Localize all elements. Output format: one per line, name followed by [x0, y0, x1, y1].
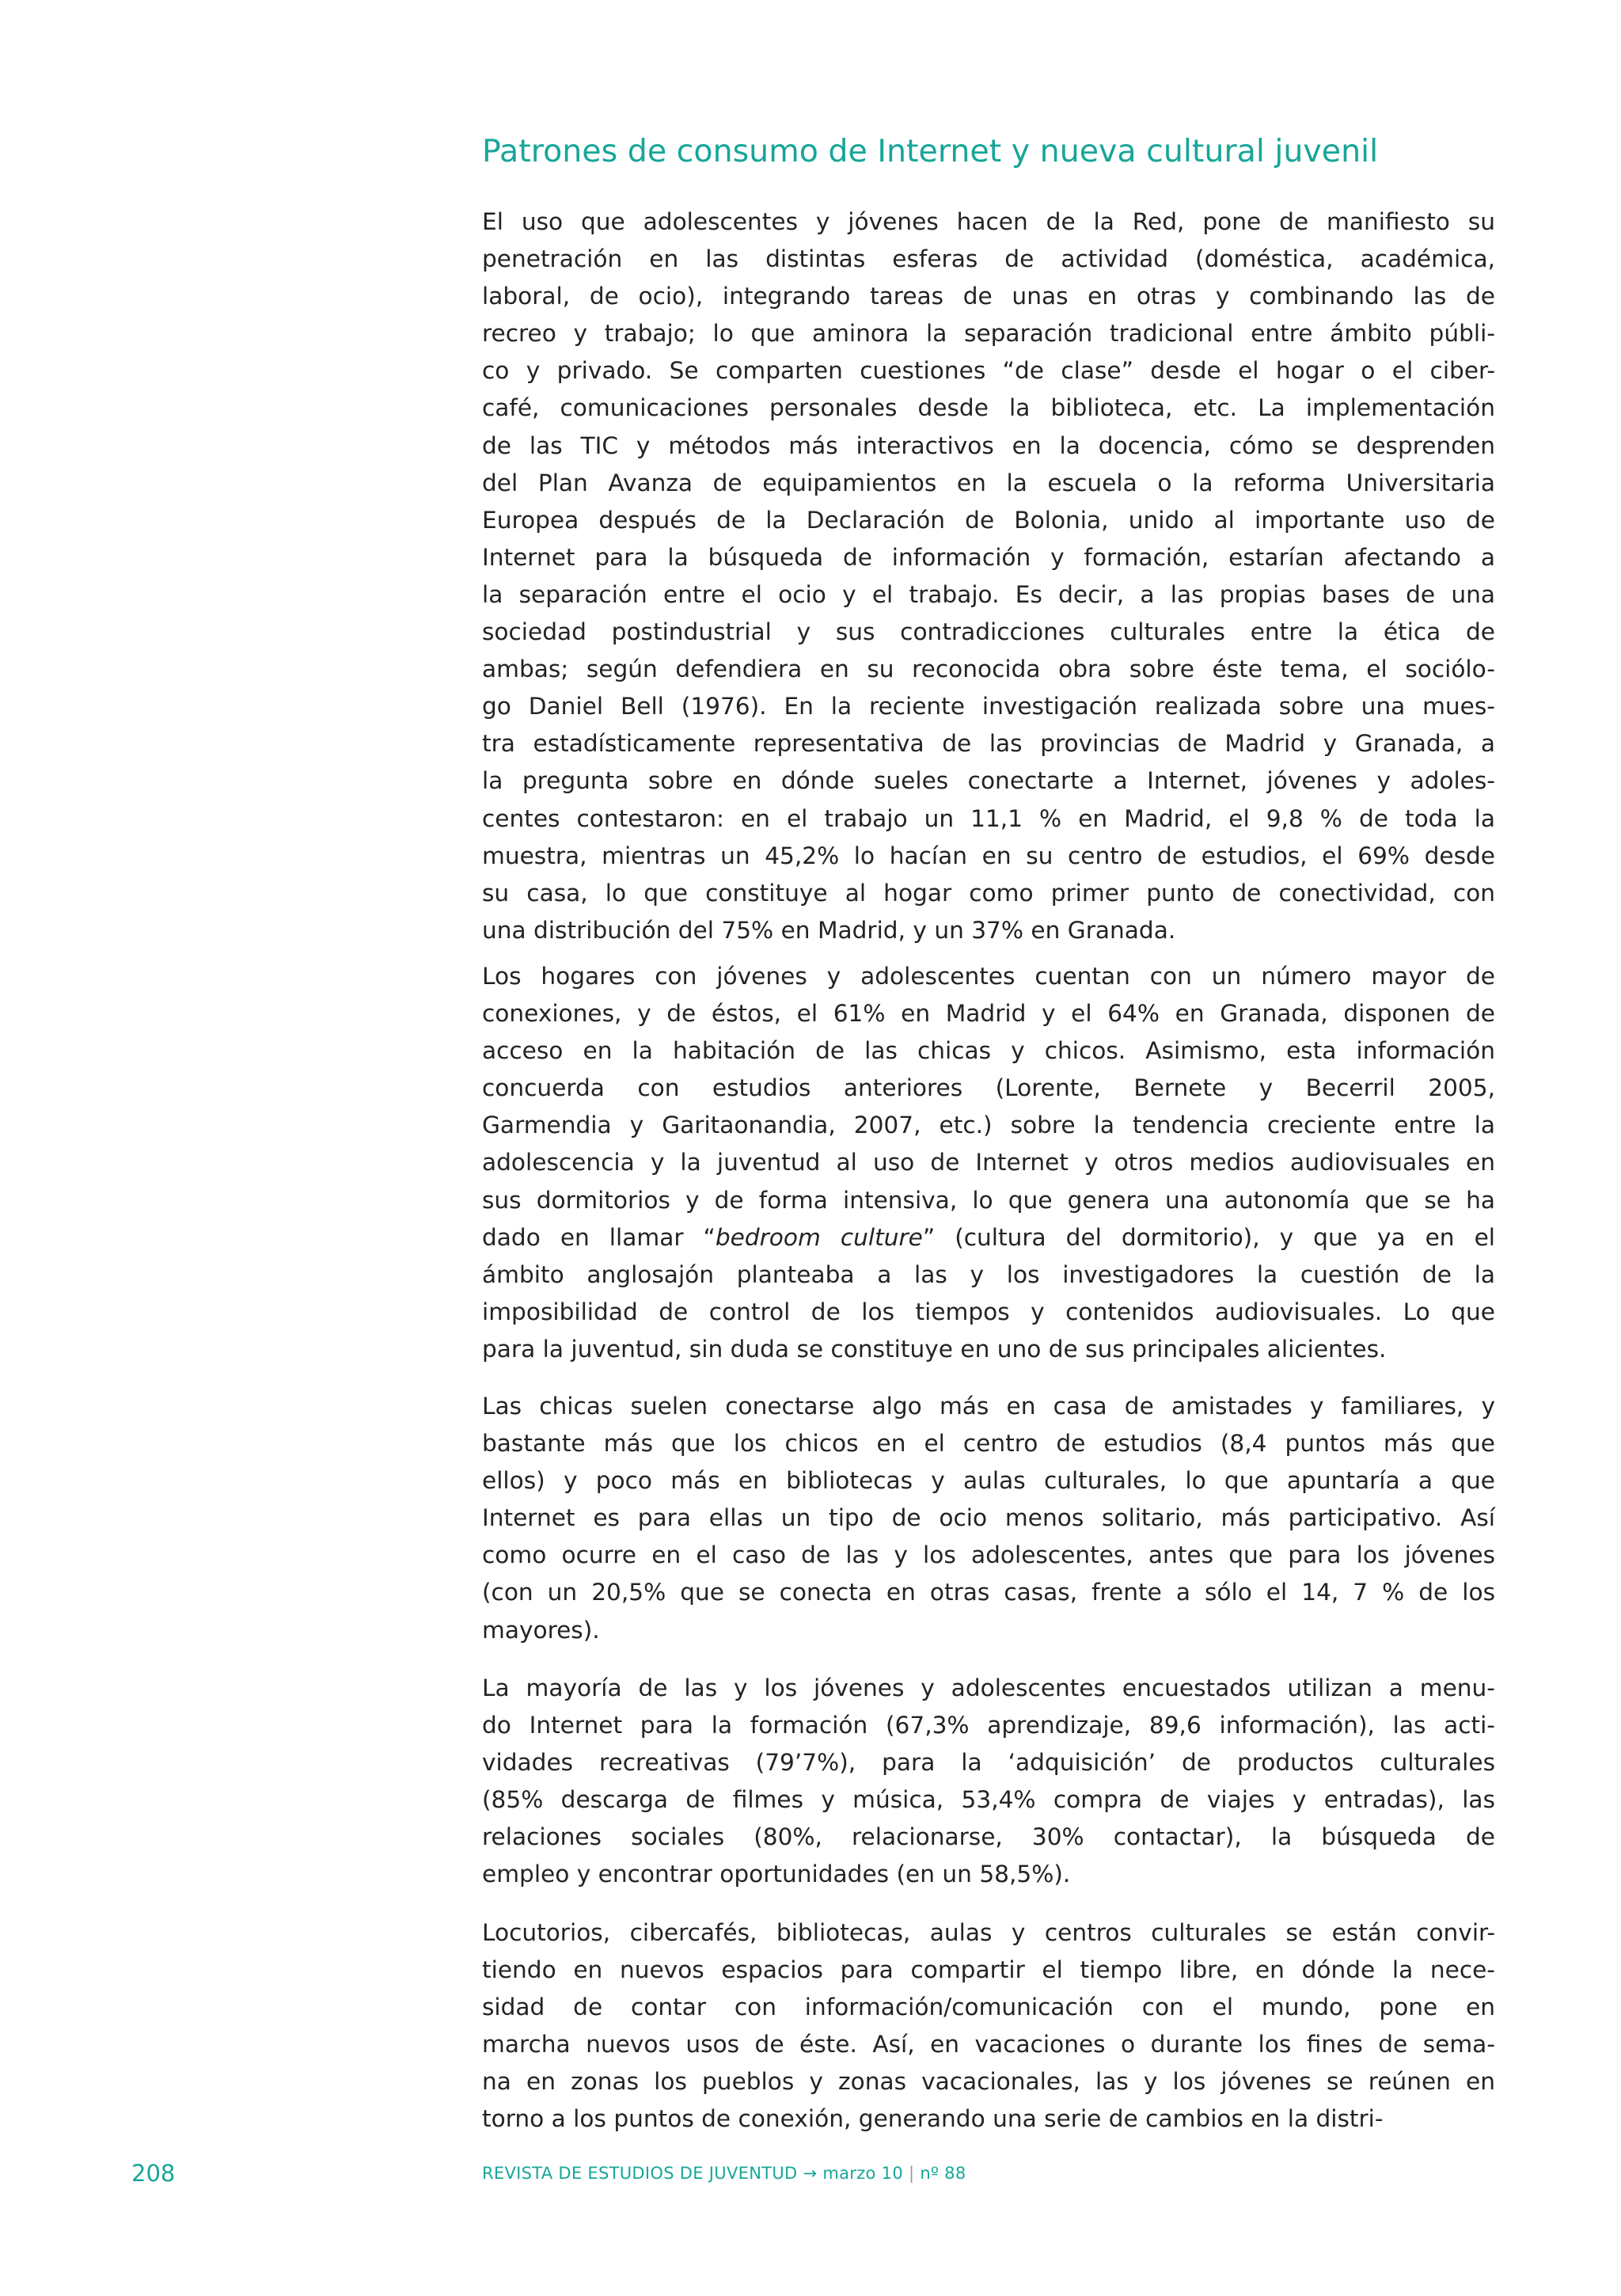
- paragraph-4: [482, 1670, 1495, 1894]
- journal-footer: [482, 2153, 966, 2193]
- text-line: marcha nuevos usos de éste. Así, en vacaciones o durante los fines de sema-: [482, 2031, 1495, 2058]
- text-line: como ocurre en el caso de las y los adolescentes, antes que para los jóvenes: [482, 1541, 1495, 1569]
- section-heading: Patrones de consumo de Internet y nueva cultural juvenil: [482, 133, 1379, 169]
- text-line: do Internet para la formación (67,3% aprendizaje, 89,6 información), las acti-: [482, 1712, 1495, 1739]
- text-line: Internet es para ellas un tipo de ocio menos solitario, más participativo. Así: [482, 1504, 1495, 1532]
- text-line: recreo y trabajo; lo que aminora la separación tradicional entre ámbito públi-: [482, 320, 1495, 348]
- footer-separator: |: [909, 2164, 915, 2183]
- text-line: del Plan Avanza de equipamientos en la escuela o la reforma Universitaria: [482, 469, 1495, 496]
- text-line: (con un 20,5% que se conecta en otras casas, frente a sólo el 14, 7 % de los: [482, 1579, 1495, 1606]
- text-line: torno a los puntos de conexión, generando una serie de cambios en la distri-: [482, 2105, 1384, 2133]
- text-line: Las chicas suelen conectarse algo más en casa de amistades y familiares, y: [482, 1393, 1495, 1420]
- paragraph-3: [482, 1388, 1495, 1649]
- text-line: co y privado. Se comparten cuestiones “de clase” desde el hogar o el ciber-: [482, 357, 1495, 385]
- text-line: ellos) y poco más en bibliotecas y aulas culturales, lo que apuntaría a que: [482, 1467, 1495, 1495]
- text-line: Locutorios, cibercafés, bibliotecas, aulas y centros culturales se están convir-: [482, 1919, 1495, 1946]
- text-line: ámbito anglosajón planteaba a las y los investigadores la cuestión de la: [482, 1260, 1495, 1288]
- text-line: dado en llamar “bedroom culture” (cultura del dormitorio), y que ya en el: [482, 1223, 1495, 1251]
- text-line: La mayoría de las y los jóvenes y adolescentes encuestados utilizan a menu-: [482, 1674, 1495, 1701]
- text-line: Europea después de la Declaración de Bolonia, unido al importante uso de: [482, 506, 1495, 534]
- text-line: adolescencia y la juventud al uso de Internet y otros medios audiovisuales en: [482, 1149, 1495, 1177]
- text-line: tra estadísticamente representativa de las provincias de Madrid y Granada, a: [482, 730, 1495, 758]
- text-line: concuerda con estudios anteriores (Lorente, Bernete y Becerril 2005,: [482, 1074, 1495, 1102]
- text-line: (85% descarga de filmes y música, 53,4% compra de viajes y entradas), las: [482, 1786, 1495, 1814]
- text-line: para la juventud, sin duda se constituye en uno de sus principales alicientes.: [482, 1335, 1387, 1363]
- text-line: una distribución del 75% en Madrid, y un 37% en Granada.: [482, 916, 1176, 944]
- text-line: penetración en las distintas esferas de actividad (doméstica, académica,: [482, 245, 1495, 273]
- text-line: tiendo en nuevos espacios para compartir el tiempo libre, en dónde la nece-: [482, 1956, 1495, 1984]
- text-line: bastante más que los chicos en el centro de estudios (8,4 puntos más que: [482, 1430, 1495, 1458]
- paragraph-5: [482, 1914, 1495, 2138]
- text-line: muestra, mientras un 45,2% lo hacían en su centro de estudios, el 69% desde: [482, 842, 1495, 869]
- text-line: conexiones, y de éstos, el 61% en Madrid y el 64% en Granada, disponen de: [482, 1000, 1495, 1028]
- text-line: de las TIC y métodos más interactivos en la docencia, cómo se desprenden: [482, 431, 1495, 459]
- text-line: mayores).: [482, 1616, 600, 1644]
- text-line: imposibilidad de control de los tiempos y contenidos audiovisuales. Lo que: [482, 1298, 1495, 1325]
- text-line: El uso que adolescentes y jóvenes hacen de la Red, pone de manifiesto su: [482, 208, 1495, 235]
- text-line: Internet para la búsqueda de información y formación, estarían afectando a: [482, 543, 1495, 571]
- text-line: café, comunicaciones personales desde la biblioteca, etc. La implementación: [482, 394, 1495, 422]
- text-line: la pregunta sobre en dónde sueles conectarte a Internet, jóvenes y adoles-: [482, 767, 1495, 795]
- text-line: sidad de contar con información/comunicación con el mundo, pone en: [482, 1994, 1495, 2021]
- text-line: vidades recreativas (79’7%), para la ‘adquisición’ de productos culturales: [482, 1749, 1495, 1777]
- text-line: centes contestaron: en el trabajo un 11,1 % en Madrid, el 9,8 % de toda la: [482, 804, 1495, 832]
- text-line: empleo y encontrar oportunidades (en un 58,5%).: [482, 1861, 1071, 1888]
- text-line: la separación entre el ocio y el trabajo. Es decir, a las propias bases de una: [482, 580, 1495, 608]
- page-number: 208: [131, 2160, 176, 2187]
- paragraph-1: [482, 203, 1495, 949]
- text-line: go Daniel Bell (1976). En la reciente investigación realizada sobre una mues-: [482, 693, 1495, 720]
- journal-title: REVISTA DE ESTUDIOS DE JUVENTUD: [482, 2164, 798, 2183]
- text-line: relaciones sociales (80%, relacionarse, 30% contactar), la búsqueda de: [482, 1823, 1495, 1851]
- text-line: su casa, lo que constituye al hogar como primer punto de conectividad, con: [482, 879, 1495, 907]
- text-line: ambas; según defendiera en su reconocida obra sobre éste tema, el sociólo-: [482, 656, 1495, 683]
- text-line: laboral, de ocio), integrando tareas de unas en otras y combinando las de: [482, 283, 1495, 310]
- issue-date: marzo 10: [822, 2164, 904, 2183]
- paragraph-2: [482, 958, 1495, 1368]
- text-line: Garmendia y Garitaonandia, 2007, etc.) sobre la tendencia creciente entre la: [482, 1112, 1495, 1139]
- issue-number: nº 88: [920, 2164, 966, 2183]
- text-line: sociedad postindustrial y sus contradicciones culturales entre la ética de: [482, 618, 1495, 646]
- italic-term: bedroom culture: [715, 1223, 923, 1251]
- text-line: sus dormitorios y de forma intensiva, lo que genera una autonomía que se ha: [482, 1186, 1495, 1214]
- text-line: na en zonas los pueblos y zonas vacacionales, las y los jóvenes se reúnen en: [482, 2068, 1495, 2096]
- arrow-right-icon: →: [803, 2164, 818, 2183]
- text-line: Los hogares con jóvenes y adolescentes cuentan con un número mayor de: [482, 963, 1495, 990]
- text-line: acceso en la habitación de las chicas y chicos. Asimismo, esta información: [482, 1037, 1495, 1065]
